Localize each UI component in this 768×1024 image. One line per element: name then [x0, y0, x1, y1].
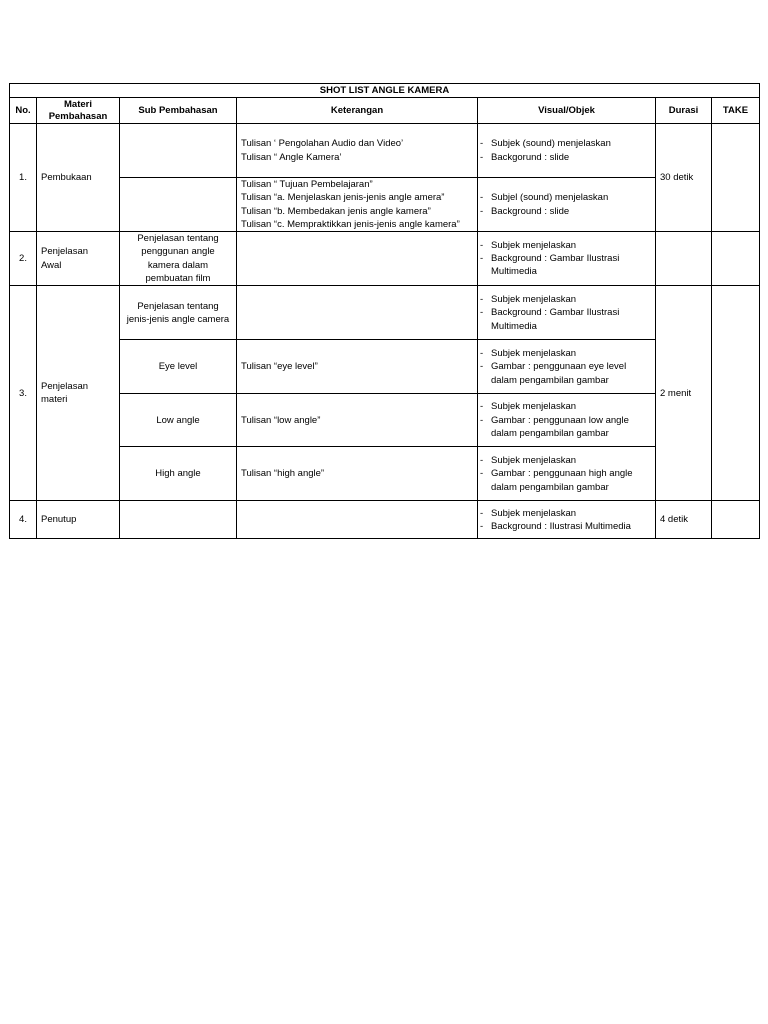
header-materi-line: Pembahasan — [48, 110, 108, 122]
table-row — [10, 124, 760, 178]
sub-line: jenis-jenis angle camera — [126, 313, 230, 325]
table-row — [10, 340, 760, 394]
row-take — [712, 501, 760, 539]
row-materi: Pembukaan — [37, 124, 120, 232]
title-row — [10, 84, 760, 98]
row-durasi: 2 menit — [656, 286, 712, 501]
row-materi — [37, 232, 120, 286]
row-keterangan — [237, 124, 478, 178]
visual-item — [482, 306, 651, 333]
visual-item: - Background : slide — [482, 205, 651, 218]
visual-item: - Subjek menjelaskan — [482, 454, 651, 467]
visual-item — [482, 252, 651, 279]
row-take — [712, 124, 760, 232]
row-visual — [478, 501, 656, 539]
row-durasi: 30 detik — [656, 124, 712, 232]
row-visual — [478, 232, 656, 286]
visual-line: - Background : Gambar Ilustrasi — [491, 253, 620, 265]
row-no: 2. — [10, 232, 37, 286]
visual-item — [482, 360, 651, 387]
row-keterangan: Tulisan “high angle” — [237, 447, 478, 501]
header-no: No. — [10, 98, 37, 124]
table-title: SHOT LIST ANGLE KAMERA — [10, 84, 760, 98]
visual-item: - Backgorund : slide — [482, 151, 651, 164]
header-durasi: Durasi — [656, 98, 712, 124]
row-take — [712, 286, 760, 501]
keterangan-line: Tulisan “ Tujuan Pembelajaran” — [241, 179, 373, 190]
row-visual — [478, 340, 656, 394]
sub-line: pembuatan film — [145, 273, 211, 285]
keterangan-line: Tulisan “a. Menjelaskan jenis-jenis angle amera” — [241, 192, 445, 204]
visual-item: - Subjek menjelaskan — [482, 239, 651, 252]
row-keterangan — [237, 232, 478, 286]
row-sub — [120, 501, 237, 539]
header-take: TAKE — [712, 98, 760, 124]
table-row — [10, 286, 760, 340]
row-sub: High angle — [120, 447, 237, 501]
row-no: 1. — [10, 124, 37, 232]
keterangan-line: Tulisan “b. Membedakan jenis angle kamera” — [241, 205, 431, 217]
sub-line: penggunan angle — [141, 246, 215, 258]
visual-line: dalam pengambilan gambar — [491, 428, 609, 440]
visual-line: Multimedia — [491, 266, 537, 278]
row-sub: Eye level — [120, 340, 237, 394]
visual-line: - Gambar : penggunaan eye level — [491, 361, 627, 373]
row-visual — [478, 394, 656, 447]
visual-line: dalam pengambilan gambar — [491, 374, 609, 386]
row-sub: Low angle — [120, 394, 237, 447]
visual-item — [482, 414, 651, 441]
row-no: 3. — [10, 286, 37, 501]
visual-line: - Gambar : penggunaan high angle — [491, 468, 633, 480]
sub-line: Penjelasan tentang — [137, 233, 219, 245]
visual-item: - Background : Ilustrasi Multimedia — [482, 520, 651, 533]
row-materi — [37, 286, 120, 501]
visual-item: - Subjek menjelaskan — [482, 507, 651, 520]
row-keterangan — [237, 286, 478, 340]
table-row — [10, 178, 760, 232]
header-row — [10, 98, 760, 124]
row-visual — [478, 286, 656, 340]
row-keterangan: Tulisan “low angle” — [237, 394, 478, 447]
row-sub — [120, 232, 237, 286]
visual-item — [482, 467, 651, 494]
row-visual — [478, 178, 656, 232]
header-keterangan: Keterangan — [237, 98, 478, 124]
row-visual — [478, 447, 656, 501]
visual-line: - Background : Gambar Ilustrasi — [491, 307, 620, 319]
row-keterangan: Tulisan “eye level” — [237, 340, 478, 394]
keterangan-line: Tulisan “ Angle Kamera’ — [241, 151, 342, 163]
sub-line: Penjelasan tentang — [137, 300, 219, 312]
visual-item: - Subjek (sound) menjelaskan — [482, 137, 651, 150]
header-materi-line: Materi — [64, 98, 92, 110]
visual-line: Multimedia — [491, 320, 537, 332]
materi-line: Awal — [41, 259, 62, 271]
row-durasi — [656, 232, 712, 286]
materi-line: materi — [41, 394, 68, 406]
table-row — [10, 501, 760, 539]
visual-item: - Subjek menjelaskan — [482, 347, 651, 360]
header-visual: Visual/Objek — [478, 98, 656, 124]
keterangan-line: Tulisan “c. Mempraktikkan jenis-jenis angle kamera” — [241, 218, 460, 230]
row-no: 4. — [10, 501, 37, 539]
row-take — [712, 232, 760, 286]
row-durasi: 4 detik — [656, 501, 712, 539]
row-sub — [120, 178, 237, 232]
materi-line: Penjelasan — [41, 381, 89, 393]
row-visual — [478, 124, 656, 178]
table-row — [10, 232, 760, 286]
visual-item: - Subjek menjelaskan — [482, 293, 651, 306]
header-sub: Sub Pembahasan — [120, 98, 237, 124]
shot-list-table — [9, 83, 760, 539]
row-keterangan — [237, 178, 478, 232]
keterangan-line: Tulisan ‘ Pengolahan Audio dan Video’ — [241, 138, 404, 150]
visual-item: - Subjek menjelaskan — [482, 400, 651, 413]
row-sub — [120, 286, 237, 340]
sub-line: kamera dalam — [147, 259, 209, 271]
row-materi: Penutup — [37, 501, 120, 539]
table-row — [10, 447, 760, 501]
visual-line: dalam pengambilan gambar — [491, 481, 609, 493]
row-sub — [120, 124, 237, 178]
visual-line: - Gambar : penggunaan low angle — [491, 414, 629, 426]
materi-line: Penjelasan — [41, 246, 89, 258]
header-materi — [37, 98, 120, 124]
table-row — [10, 394, 760, 447]
visual-item: - Subjel (sound) menjelaskan — [482, 191, 651, 204]
row-keterangan — [237, 501, 478, 539]
